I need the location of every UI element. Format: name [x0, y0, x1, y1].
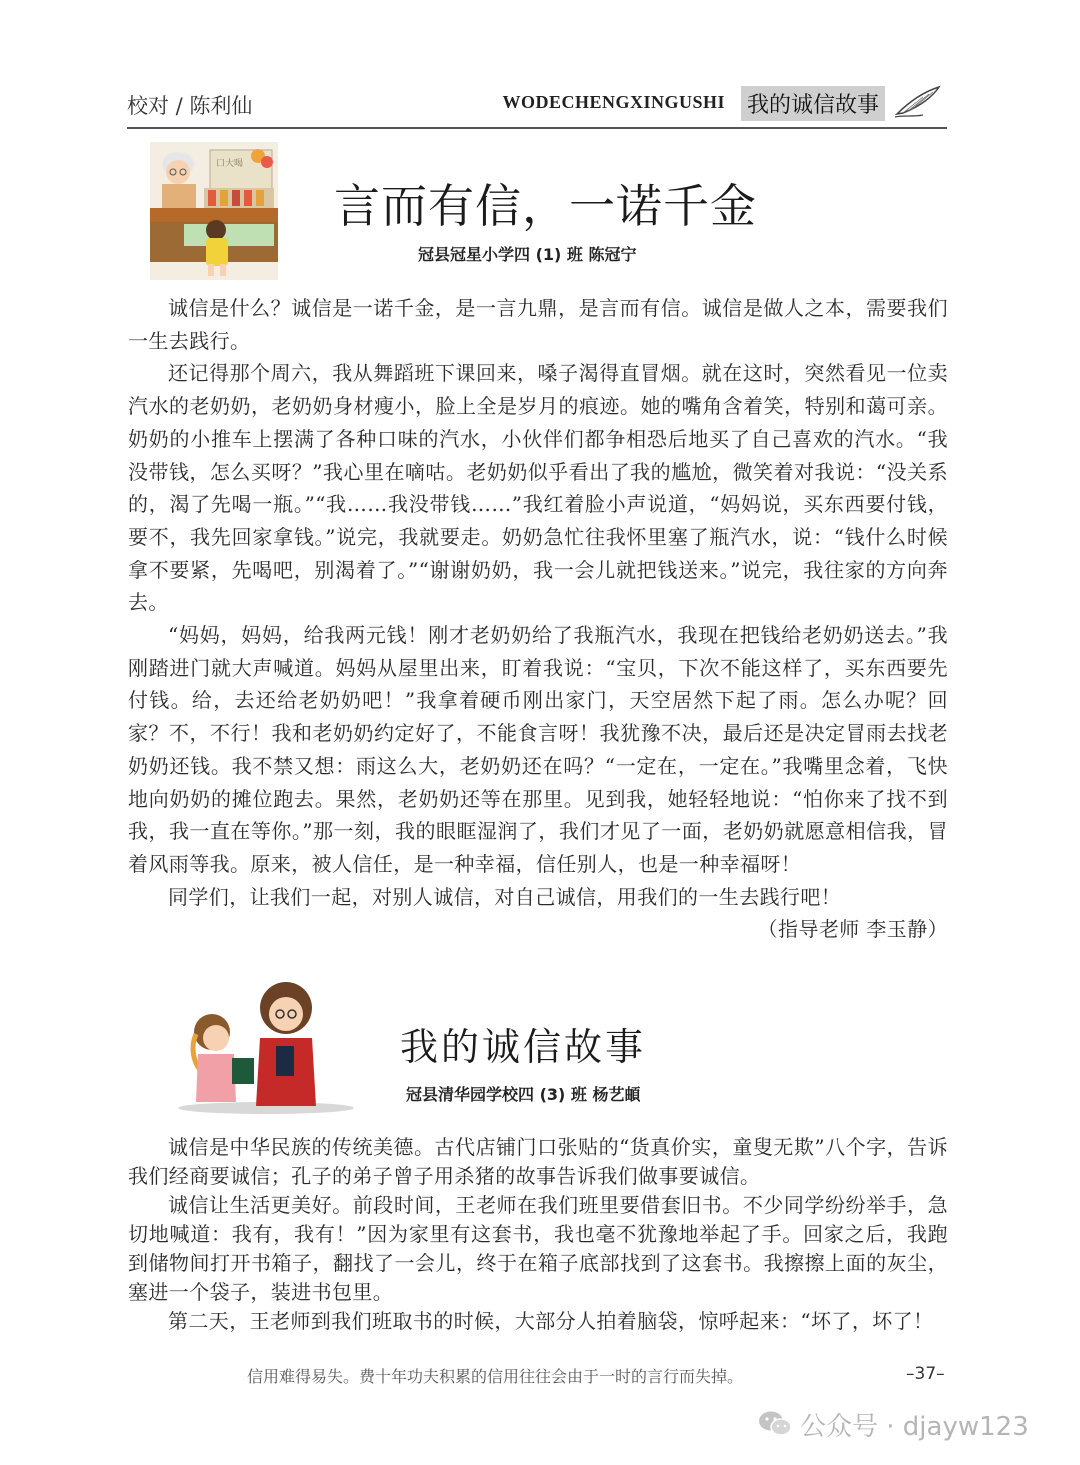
column-pinyin: WODECHENGXINGUSHI: [502, 92, 725, 112]
page-number: –37–: [906, 1364, 945, 1384]
paragraph: 还记得那个周六，我从舞蹈班下课回来，嗓子渴得直冒烟。就在这时，突然看见一位卖汽水的老奶奶，老奶奶身材瘦小，脸上全是岁月的痕迹。她的嘴角含着笑，特别和蔼可亲。奶奶的小推车上摆满了各种口味的汽水，小伙伴们都争相恐后地买了自己喜欢的汽水。“我没带钱，怎么买呀？”我心里在嘀咕。老奶奶似乎看出了我的尴尬，微笑着对我说：“没关系的，渴了先喝一瓶。”“我……我没带钱……”我红着脸小声说道，“妈妈说，买东西要付钱，要不，我先回家拿钱。”说完，我就要走。奶奶急忙往我怀里塞了瓶汽水，说：“钱什么时候拿不要紧，先喝吧，别渴着了。”“谢谢奶奶，我一会儿就把钱送来。”说完，我往家的方向奔去。: [128, 361, 948, 615]
page-header: [127, 84, 947, 128]
paragraph: 第二天，王老师到我们班取书的时候，大部分人拍着脑袋，惊呼起来：“坏了，坏了！: [168, 1309, 934, 1333]
svg-text:口大喝: 口大喝: [216, 159, 244, 169]
proofreader-credit: 校对 / 陈利仙: [127, 94, 253, 118]
footer-quote: 信用难得易失。费十年功夫积累的信用往往会由于一时的言行而失掉。: [247, 1367, 744, 1386]
paragraph: 同学们，让我们一起，对别人诚信，对自己诚信，用我们的一生去践行吧！: [168, 884, 842, 909]
story2-body: [128, 1133, 948, 1336]
paragraph: 诚信是什么？诚信是一诺千金，是一言九鼎，是言而有信。诚信是做人之本，需要我们一生去践行。: [128, 296, 948, 353]
watermark-text: 公众号 · djayw123: [800, 1411, 1029, 1442]
story2-title: 我的诚信故事: [400, 1025, 647, 1069]
quill-pen-icon: [893, 84, 943, 120]
paragraph: 诚信是中华民族的传统美德。古代店铺门口张贴的“货真价实，童叟无欺”八个字，告诉我们经商要诚信；孔子的弟子曾子用杀猪的故事告诉我们做事要诚信。: [128, 1135, 948, 1188]
story2-byline: 冠县清华园学校四 (3) 班 杨艺頔: [406, 1085, 641, 1104]
story1-body: [128, 292, 948, 946]
drink-shop-illustration: [150, 142, 278, 280]
story1-byline: 冠县冠星小学四 (1) 班 陈冠宁: [418, 245, 637, 264]
column-title: 我的诚信故事: [741, 86, 885, 121]
instructor-credit: （指导老师 李玉静）: [757, 917, 948, 942]
header-divider: [127, 127, 947, 129]
story1-title: 言而有信，一诺千金: [334, 179, 757, 233]
wechat-icon: [758, 1410, 792, 1438]
teacher-student-illustration: [176, 978, 356, 1116]
wechat-watermark: [758, 1404, 1029, 1444]
paragraph: 诚信让生活更美好。前段时间，王老师在我们班里要借套旧书。不少同学纷纷举手，急切地喊道：我有，我有！”因为家里有这套书，我也毫不犹豫地举起了手。回家之后，我跑到储物间打开书箱子，翻找了一会儿，终于在箱子底部找到了这套书。我擦擦上面的灰尘，塞进一个袋子，装进书包里。: [128, 1193, 948, 1304]
paragraph: “妈妈，妈妈，给我两元钱！刚才老奶奶给了我瓶汽水，我现在把钱给老奶奶送去。”我刚踏进门就大声喊道。妈妈从屋里出来，盯着我说：“宝贝，下次不能这样了，买东西要先付钱。给，去还给老奶奶吧！”我拿着硬币刚出家门，天空居然下起了雨。怎么办呢？回家？不，不行！我和老奶奶约定好了，不能食言呀！我犹豫不决，最后还是决定冒雨去找老奶奶还钱。我不禁又想：雨这么大，老奶奶还在吗？“一定在，一定在。”我嘴里念着，飞快地向奶奶的摊位跑去。果然，老奶奶还等在那里。见到我，她轻轻地说：“怕你来了找不到我，我一直在等你。”那一刻，我的眼眶湿润了，我们才见了一面，老奶奶就愿意相信我，冒着风雨等我。原来，被人信任，是一种幸福，信任别人，也是一种幸福呀！: [128, 623, 948, 876]
